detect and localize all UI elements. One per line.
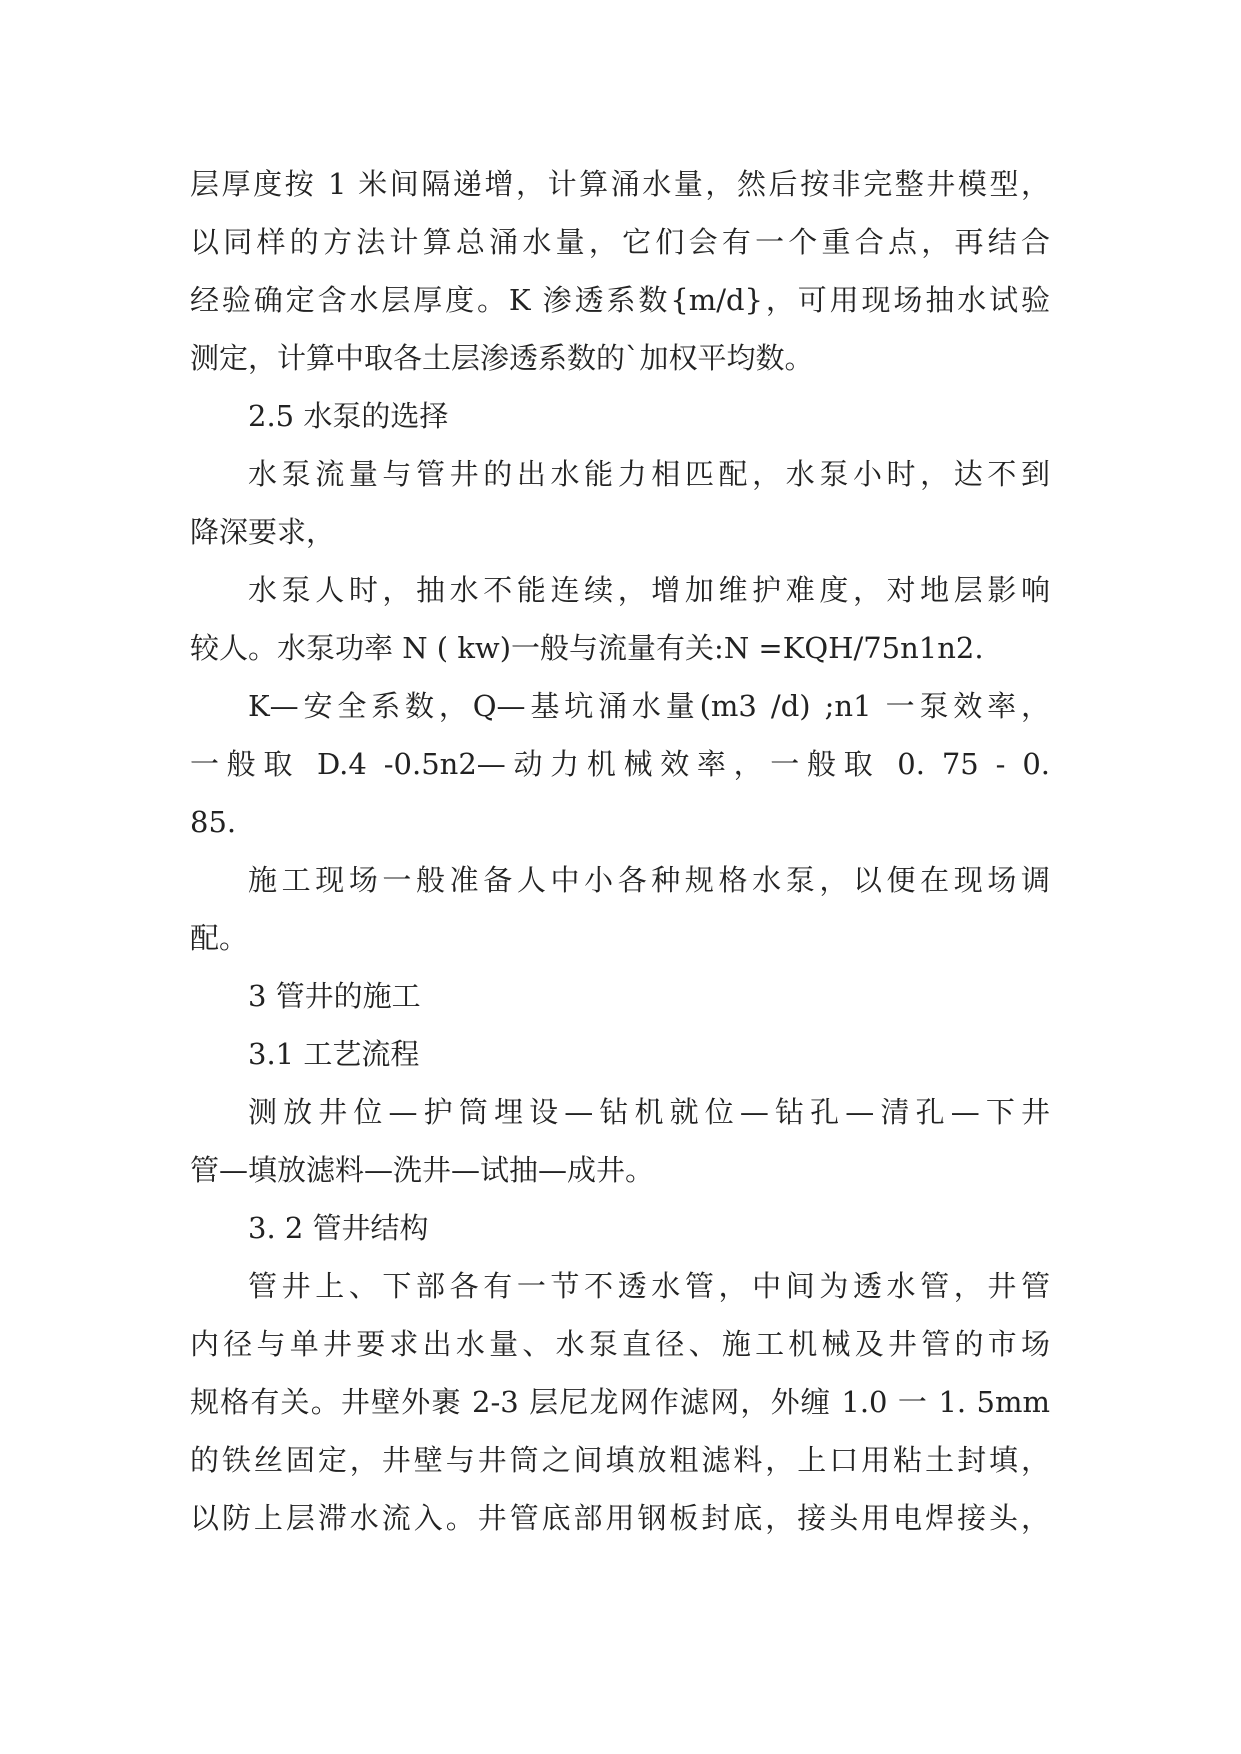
text-line: 管—填放滤料—洗井—试抽—成井。 bbox=[190, 1153, 655, 1187]
text-line: 以防上层滞水流入。井管底部用钢板封底，接头用电焊接头， bbox=[190, 1501, 1050, 1535]
text-line: 85. bbox=[190, 805, 237, 839]
text-line: 降深要求， bbox=[190, 515, 336, 549]
text-line: 水泵流量与管井的出水能力相匹配，水泵小时，达不到 bbox=[248, 457, 1050, 491]
text-line: 规格有关。井壁外裹 2-3 层尼龙网作滤网，外缠 1.0 一 1. 5mm bbox=[190, 1385, 1050, 1419]
text-line: 经验确定含水层厚度。K 渗透系数{m/d}，可用现场抽水试验 bbox=[190, 283, 1050, 317]
text-line: 施工现场一般准备人中小各种规格水泵，以便在现场调 bbox=[248, 863, 1050, 897]
text-line: 测定，计算中取各土层渗透系数的`加权平均数。 bbox=[190, 341, 814, 375]
text-line: 测放井位—护筒埋设—钻机就位—钻孔—清孔—下井 bbox=[248, 1095, 1050, 1129]
text-line: 较人。水泵功率 N ( kw)一般与流量有关:N =KQH/75n1n2. bbox=[190, 631, 984, 665]
text-line: 以同样的方法计算总涌水量，它们会有一个重合点，再结合 bbox=[190, 225, 1050, 259]
text-line: 的铁丝固定，井壁与井筒之间填放粗滤料，上口用粘土封填， bbox=[190, 1443, 1050, 1477]
section-heading: 3 管井的施工 bbox=[248, 979, 421, 1013]
text-line: K—安全系数，Q—基坑涌水量(m3 /d) ;n1 一泵效率， bbox=[248, 689, 1050, 723]
section-heading: 2.5 水泵的选择 bbox=[248, 399, 449, 433]
text-line: 管井上、下部各有一节不透水管，中间为透水管，井管 bbox=[248, 1269, 1050, 1303]
text-line: 一般取 D.4 -0.5n2—动力机械效率，一般取 0. 75 - 0. bbox=[190, 747, 1050, 781]
text-line: 内径与单井要求出水量、水泵直径、施工机械及井管的市场 bbox=[190, 1327, 1050, 1361]
text-line: 水泵人时，抽水不能连续，增加维护难度，对地层影响 bbox=[248, 573, 1050, 607]
text-line: 配。 bbox=[190, 921, 249, 955]
document-body bbox=[190, 155, 1050, 1547]
text-line: 层厚度按 1 米间隔递增，计算涌水量，然后按非完整井模型， bbox=[190, 167, 1050, 201]
section-heading: 3.1 工艺流程 bbox=[248, 1037, 420, 1071]
section-heading: 3. 2 管井结构 bbox=[248, 1211, 429, 1245]
